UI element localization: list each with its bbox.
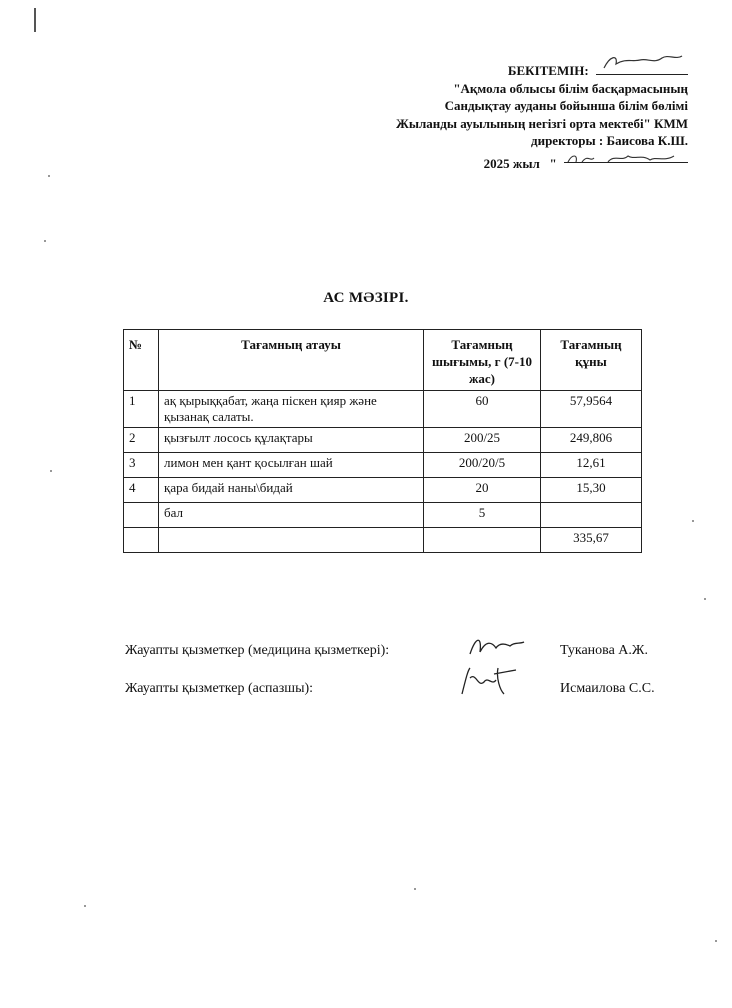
header-dish-name: Тағамның атауы — [159, 330, 424, 391]
approval-line-2: Сандықтау ауданы бойынша білім бөлімі — [444, 98, 688, 113]
approval-date-row — [396, 150, 688, 173]
table-row — [124, 428, 642, 453]
row-dish-name: қара бидай наны\бидай — [159, 478, 424, 503]
row-weight: 200/20/5 — [424, 453, 541, 478]
scan-speck — [50, 470, 52, 472]
row-number: 2 — [124, 428, 159, 453]
scan-speck — [414, 888, 416, 890]
scan-speck — [48, 175, 50, 177]
row-dish-name: бал — [159, 503, 424, 528]
row-number — [124, 528, 159, 553]
row-weight — [424, 528, 541, 553]
table-row — [124, 478, 642, 503]
row-weight: 200/25 — [424, 428, 541, 453]
director-signature — [596, 62, 688, 75]
row-dish-name: лимон мен қант қосылған шай — [159, 453, 424, 478]
row-weight: 60 — [424, 391, 541, 428]
total-price: 335,67 — [541, 528, 642, 553]
row-weight: 20 — [424, 478, 541, 503]
menu-table — [123, 329, 642, 553]
medical-signature-icon — [466, 632, 526, 660]
cook-signature-icon — [456, 664, 520, 700]
responsible-name-cook: Исмаилова С.С. — [560, 681, 655, 696]
approval-heading-row — [396, 62, 688, 80]
scan-artifact — [34, 8, 36, 32]
handwritten-date-icon — [564, 150, 688, 168]
table-header-row — [124, 330, 642, 391]
row-price: 57,9564 — [541, 391, 642, 428]
row-number: 1 — [124, 391, 159, 428]
row-price: 249,806 — [541, 428, 642, 453]
scan-speck — [44, 240, 46, 242]
row-number: 4 — [124, 478, 159, 503]
header-price: Тағамның құны — [541, 330, 642, 391]
table-row — [124, 391, 642, 428]
page-title: АС МӘЗІРІ. — [323, 290, 409, 306]
row-price: 12,61 — [541, 453, 642, 478]
responsible-role-medical: Жауапты қызметкер (медицина қызметкері): — [125, 643, 390, 658]
row-dish-name: қызғылт лосось құлақтары — [159, 428, 424, 453]
row-weight: 5 — [424, 503, 541, 528]
approval-line-1: "Ақмола облысы білім басқармасының — [453, 80, 688, 96]
approval-line-4: директоры : Баисова К.Ш. — [531, 133, 688, 148]
row-number — [124, 503, 159, 528]
header-number: № — [124, 330, 159, 391]
scan-speck — [704, 598, 706, 600]
table-row — [124, 503, 642, 528]
responsible-name-medical: Туканова А.Ж. — [560, 643, 648, 658]
scan-speck — [84, 905, 86, 907]
approval-year: 2025 жыл — [483, 155, 540, 171]
responsible-role-cook: Жауапты қызметкер (аспазшы): — [125, 681, 314, 696]
approval-block — [396, 62, 688, 172]
table-total-row — [124, 528, 642, 553]
row-number: 3 — [124, 453, 159, 478]
approval-line-3: Жыланды ауылының негізгі орта мектебі" КММ — [395, 115, 688, 131]
row-dish-name: ақ қырыққабат, жаңа піскен қияр және қызанақ салаты. — [159, 391, 424, 428]
handwritten-date — [564, 150, 688, 163]
row-price: 15,30 — [541, 478, 642, 503]
header-weight: Тағамның шығымы, г (7-10 жас) — [424, 330, 541, 391]
date-quote-open: " — [549, 155, 557, 171]
table-row — [124, 453, 642, 478]
director-signature-icon — [596, 52, 688, 74]
row-dish-name — [159, 528, 424, 553]
row-price — [541, 503, 642, 528]
approval-heading: БЕКІТЕМІН: — [507, 63, 589, 78]
scan-speck — [692, 520, 694, 522]
scan-speck — [715, 940, 717, 942]
